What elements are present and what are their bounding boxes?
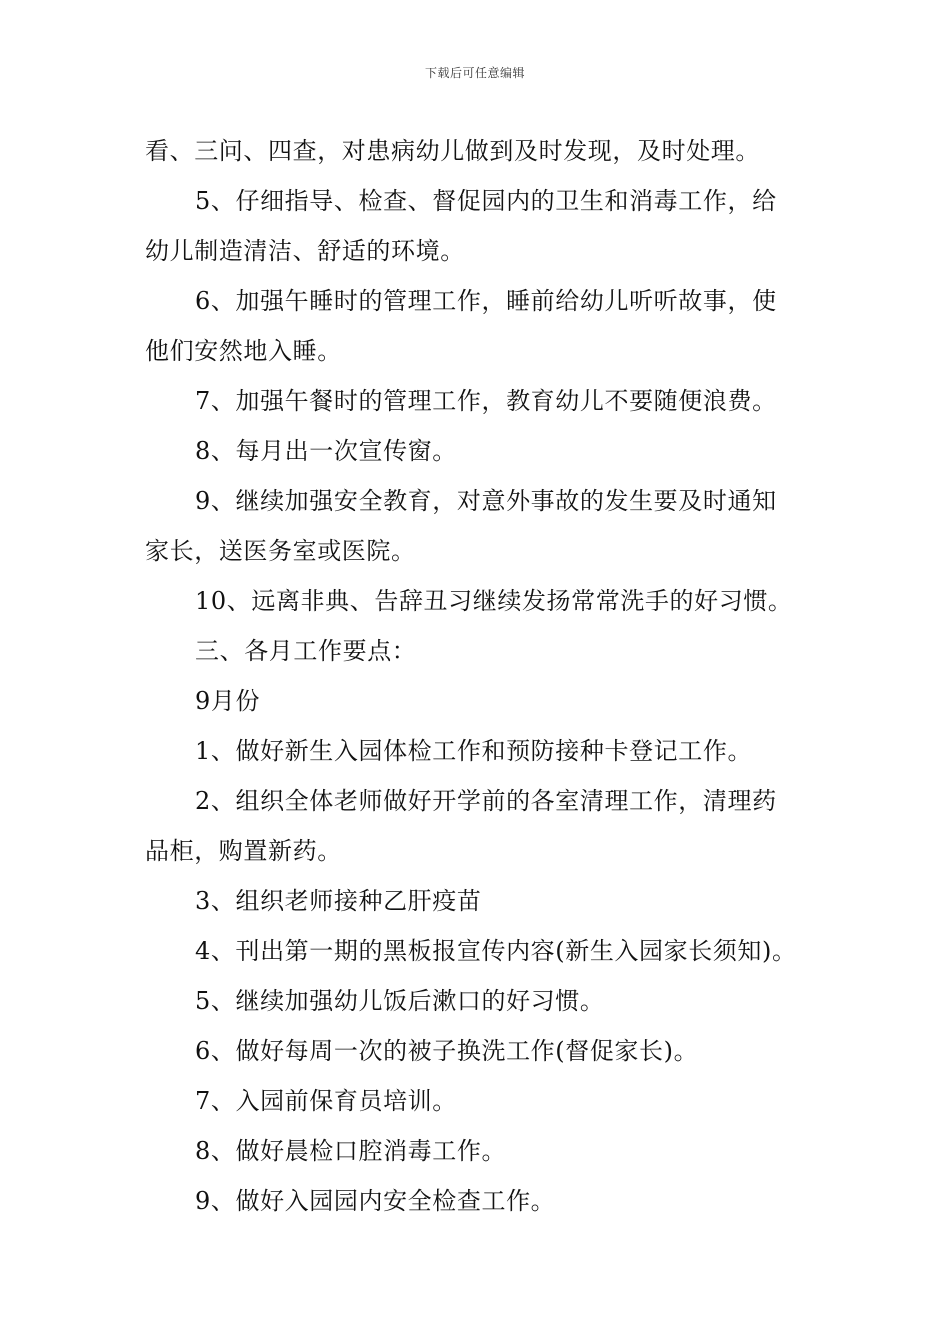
page-header: 下载后可任意编辑 [424, 66, 525, 80]
text-line: 5、仔细指导、检查、督促园内的卫生和消毒工作，给 [195, 187, 777, 215]
document-body [145, 126, 810, 1226]
text-line: 7、加强午餐时的管理工作，教育幼儿不要随便浪费。 [195, 387, 777, 415]
text-line: 6、做好每周一次的被子换洗工作(督促家长)。 [195, 1037, 699, 1065]
text-line: 家长，送医务室或医院。 [145, 537, 416, 565]
text-line: 8、每月出一次宣传窗。 [195, 437, 457, 465]
text-line: 1、做好新生入园体检工作和预防接种卡登记工作。 [195, 737, 753, 765]
text-line: 6、加强午睡时的管理工作，睡前给幼儿听听故事，使 [195, 287, 777, 315]
text-line: 10、远离非典、告辞丑习继续发扬常常洗手的好习惯。 [195, 587, 793, 615]
text-line: 7、入园前保育员培训。 [195, 1087, 457, 1115]
text-line: 5、继续加强幼儿饭后漱口的好习惯。 [195, 987, 605, 1015]
text-line: 9月份 [195, 687, 261, 715]
text-line: 三、各月工作要点： [195, 637, 417, 665]
text-line: 9、继续加强安全教育，对意外事故的发生要及时通知 [195, 487, 777, 515]
text-line: 品柜，购置新药。 [145, 837, 342, 865]
text-line: 2、组织全体老师做好开学前的各室清理工作，清理药 [195, 787, 777, 815]
text-line: 3、组织老师接种乙肝疫苗 [195, 887, 482, 915]
text-line: 9、做好入园园内安全检查工作。 [195, 1187, 556, 1215]
text-line: 他们安然地入睡。 [145, 337, 342, 365]
text-line: 8、做好晨检口腔消毒工作。 [195, 1137, 507, 1165]
text-line: 看、三问、四查，对患病幼儿做到及时发现，及时处理。 [145, 137, 760, 165]
text-line: 幼儿制造清洁、舒适的环境。 [145, 237, 465, 265]
text-line: 4、刊出第一期的黑板报宣传内容(新生入园家长须知)。 [195, 937, 797, 965]
